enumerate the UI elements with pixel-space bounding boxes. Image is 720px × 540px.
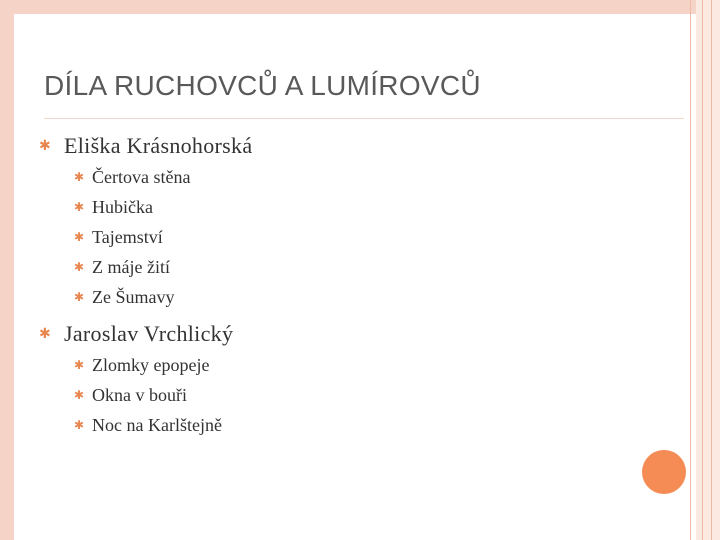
title-divider — [44, 118, 684, 119]
right-border-line — [711, 0, 712, 540]
work-item — [70, 192, 656, 222]
author-item — [36, 130, 656, 312]
decorative-circle — [642, 450, 686, 494]
work-title: Z máje žití — [92, 256, 170, 277]
gear-icon: ✱ — [73, 357, 85, 372]
author-item — [36, 318, 656, 440]
right-border-line — [702, 0, 703, 540]
gear-icon: ✱ — [73, 289, 85, 304]
author-name: Jaroslav Vrchlický — [64, 321, 234, 346]
gear-icon: ✱ — [73, 199, 85, 214]
gear-icon: ✱ — [73, 387, 85, 402]
left-border-band — [0, 0, 14, 540]
author-name: Eliška Krásnohorská — [64, 133, 253, 158]
work-item — [70, 380, 656, 410]
work-title: Zlomky epopeje — [92, 354, 210, 375]
work-item — [70, 350, 656, 380]
gear-icon: ✱ — [73, 259, 85, 274]
top-border-band — [0, 0, 720, 14]
work-item — [70, 222, 656, 252]
gear-icon: ✱ — [38, 138, 52, 154]
right-border-line — [690, 0, 691, 540]
gear-icon: ✱ — [73, 169, 85, 184]
works-list — [70, 162, 656, 312]
work-title: Čertova stěna — [92, 166, 191, 187]
author-row — [36, 318, 656, 350]
works-list — [70, 350, 656, 440]
work-title: Noc na Karlštejně — [92, 414, 222, 435]
gear-icon: ✱ — [73, 417, 85, 432]
work-title: Okna v bouři — [92, 384, 187, 405]
slide-title: DÍLA RUCHOVCŮ A LUMÍROVCŮ — [44, 70, 481, 101]
work-title: Tajemství — [92, 226, 163, 247]
right-border-band — [696, 0, 720, 540]
gear-icon: ✱ — [73, 229, 85, 244]
work-title: Ze Šumavy — [92, 286, 175, 307]
author-row — [36, 130, 656, 162]
work-item — [70, 162, 656, 192]
work-item — [70, 410, 656, 440]
author-list — [36, 130, 656, 440]
gear-icon: ✱ — [38, 326, 52, 342]
work-title: Hubička — [92, 196, 153, 217]
work-item — [70, 252, 656, 282]
work-item — [70, 282, 656, 312]
